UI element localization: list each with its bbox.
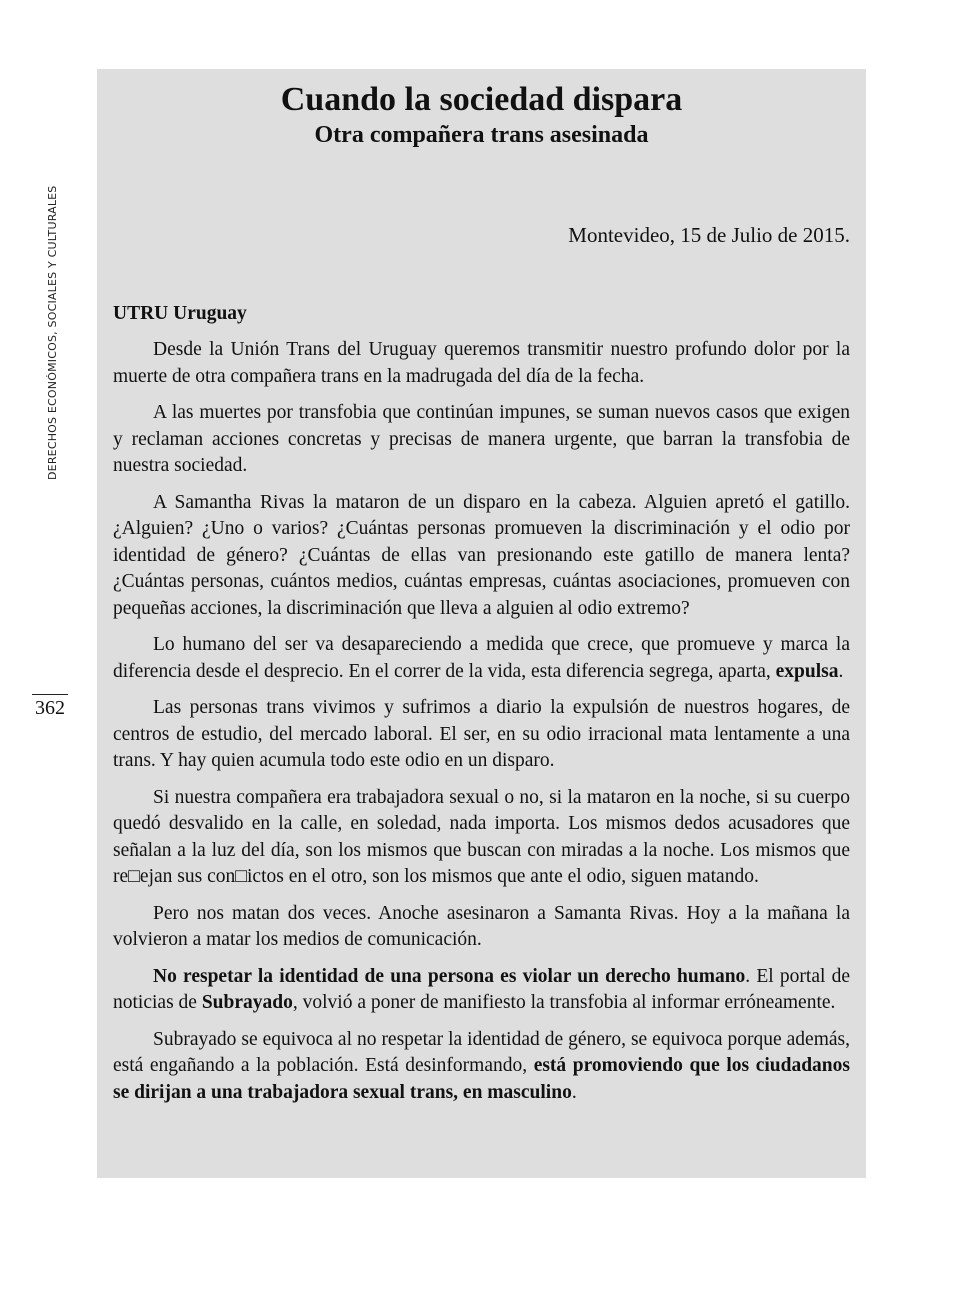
- paragraph-5: Las personas trans vivimos y sufrimos a diario la expulsión de nuestros hogares, de centros de estudio, del mercado laboral. El ser, en su odio irracional mata lentamente a una trans. Y hay quien acumula todo este odio en un disparo.: [113, 697, 850, 771]
- date-line: Montevideo, 15 de Julio de 2015.: [568, 223, 850, 247]
- paragraph-4-text: Lo humano del ser va desapareciendo a medida que crece, que promueve y marca la diferencia desde el desprecio. En el correr de la vida, esta diferencia segrega, aparta,: [113, 634, 850, 682]
- paragraph-4-end: .: [838, 660, 844, 682]
- paragraph-9-end: .: [571, 1081, 577, 1103]
- paragraph-2: A las muertes por transfobia que continúan impunes, se suman nuevos casos que exigen y reclaman acciones concretas y precisas de manera urgente, que barran la transfobia de nuestra sociedad.: [113, 402, 850, 476]
- paragraph-8-text-1: . El portal de noticias de: [113, 965, 851, 1013]
- paragraph-9-text: Subrayado se equivoca al no respetar la identidad de género, se equivoca porque además, está engañando a la población. Está desinformando,: [113, 1028, 850, 1076]
- page-number-rule: [32, 694, 68, 695]
- page-number: 362: [35, 697, 65, 719]
- paragraph-8-bold-1: No respetar la identidad de una persona es violar un derecho humano: [153, 965, 746, 987]
- paragraph-9-bold: está promoviendo que los ciudadanos se dirijan a una trabajadora sexual trans, en masculino: [113, 1055, 850, 1103]
- article-subtitle: Otra compañera trans asesinada: [314, 122, 649, 148]
- paragraph-4: [113, 632, 850, 685]
- article-box: [97, 69, 866, 1178]
- running-header-vertical: DERECHOS ECONÓMICOS, SOCIALES Y CULTURALES: [46, 185, 59, 480]
- paragraph-8-text-2: , volvió a poner de manifiesto la transfobia al informar erróneamente.: [292, 992, 836, 1013]
- organization-name: UTRU Uruguay: [113, 303, 247, 324]
- paragraph-4-bold: expulsa: [775, 660, 839, 682]
- paragraph-8: [113, 964, 850, 1017]
- paragraph-6: Si nuestra compañera era trabajadora sexual o no, si la mataron en la noche, si su cuerpo quedó desvalido en la calle, en soledad, nada importa. Los mismos dedos acusadores que señalan a la luz del día, son los mismos que buscan con miradas a la noche. Los mismos que re□ejan sus con□ictos en el otro, son los mismos que ante el odio, siguen matando.: [113, 786, 850, 887]
- paragraph-9: [113, 1027, 850, 1107]
- paragraph-3: A Samantha Rivas la mataron de un disparo en la cabeza. Alguien apretó el gatillo. ¿Alguien? ¿Uno o varios? ¿Cuántas personas promueven la discriminación y el odio por identidad de género? ¿Cuántas de ellas van presionando este gatillo de manera lenta? ¿Cuántas personas, cuántos medios, cuántas empresas, cuántas asociaciones, promueven con pequeñas acciones, la discriminación que lleva a alguien al odio extremo?: [113, 491, 850, 619]
- paragraph-1: Desde la Unión Trans del Uruguay queremos transmitir nuestro profundo dolor por la muerte de otra compañera trans en la madrugada del día de la fecha.: [113, 339, 850, 387]
- article-title: Cuando la sociedad dispara: [280, 81, 683, 118]
- paragraph-7: Pero nos matan dos veces. Anoche asesinaron a Samanta Rivas. Hoy a la mañana la volvieron a matar los medios de comunicación.: [113, 902, 850, 950]
- paragraph-8-bold-2: Subrayado: [201, 992, 293, 1013]
